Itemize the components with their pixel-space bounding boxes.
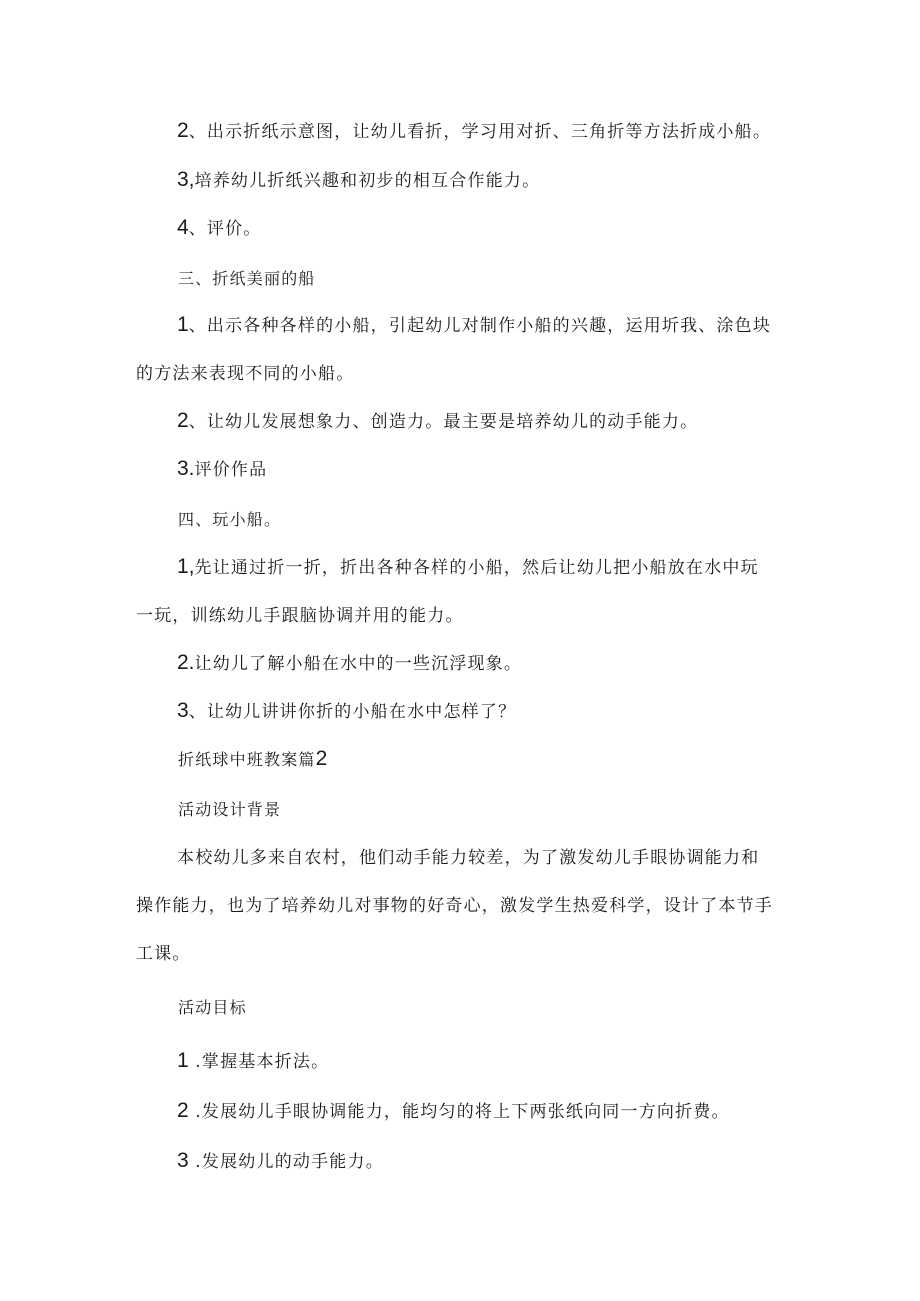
paragraph-text: 工课。 — [136, 944, 191, 964]
heading-text: 活动目标 — [178, 998, 247, 1017]
item-number: 2 — [177, 409, 189, 432]
paragraph-line — [177, 409, 698, 434]
paragraph-line — [177, 555, 759, 580]
paragraph-text: 评价作品 — [194, 460, 268, 480]
paragraph-line — [177, 216, 262, 241]
item-number: 1 — [177, 313, 189, 336]
paragraph-text: 、评价。 — [188, 219, 262, 239]
paragraph-text: 本校幼儿多来自农村，他们动手能力较差，为了激发幼儿手眼协调能力和 — [177, 848, 760, 868]
paragraph-line — [136, 893, 773, 918]
paragraph-text: .发展幼儿手眼协调能力，能均匀的将上下两张纸向同一方向折费。 — [188, 1102, 730, 1122]
paragraph-line — [177, 651, 522, 676]
heading-text: 三、折纸美丽的船 — [178, 269, 316, 288]
section-heading — [178, 747, 327, 772]
item-number: 4 — [177, 216, 189, 239]
paragraph-line — [136, 603, 464, 628]
paragraph-text: 操作能力，也为了培养幼儿对事物的好奇心，激发学生热爱科学，设计了本节手 — [136, 896, 773, 916]
paragraph-line — [177, 313, 771, 338]
paragraph-line — [177, 119, 771, 144]
item-number: 3. — [177, 457, 195, 480]
item-number: 3 — [177, 1149, 189, 1172]
heading-text: 活动设计背景 — [178, 800, 282, 819]
paragraph-text: 、出示折纸示意图，让幼儿看折，学习用对折、三角折等方法折成小船。 — [188, 122, 772, 142]
paragraph-line — [136, 361, 354, 386]
heading-text: 四、玩小船。 — [178, 510, 282, 529]
paragraph-text: 让幼儿了解小船在水中的一些沉浮现象。 — [194, 654, 523, 674]
paragraph-text: .掌握基本折法。 — [188, 1052, 330, 1072]
paragraph-line — [177, 699, 516, 724]
item-number: 3, — [177, 168, 195, 191]
section-heading — [178, 995, 247, 1020]
section-heading — [178, 797, 281, 822]
paragraph-text: .发展幼儿的动手能力。 — [188, 1152, 384, 1172]
paragraph-text: 、让幼儿发展想象力、创造力。最主要是培养幼儿的动手能力。 — [188, 412, 699, 432]
item-number: 2 — [177, 1099, 189, 1122]
item-number: 3 — [177, 699, 189, 722]
item-number: 1, — [177, 555, 195, 578]
paragraph-text: 、出示各种各样的小船，引起幼儿对制作小船的兴趣，运用圻我、涂色块 — [188, 316, 772, 336]
paragraph-text: 一玩，训练幼儿手跟脑协调并用的能力。 — [136, 606, 464, 626]
paragraph-text: 先让通过折一折，折出各种各样的小船，然后让幼儿把小船放在水中玩 — [194, 558, 759, 578]
paragraph-line — [177, 1149, 384, 1174]
paragraph-line — [177, 845, 759, 870]
paragraph-text: 的方法来表现不同的小船。 — [136, 364, 355, 384]
item-number: 2. — [177, 651, 195, 674]
section-heading — [178, 266, 316, 291]
heading-number: 2 — [315, 747, 328, 770]
paragraph-line — [136, 941, 191, 966]
paragraph-line — [177, 1099, 730, 1124]
paragraph-text: 培养幼儿折纸兴趣和初步的相互合作能力。 — [194, 171, 541, 191]
item-number: 2 — [177, 119, 189, 142]
paragraph-line — [177, 1049, 329, 1074]
section-heading — [178, 507, 281, 532]
paragraph-text: 、让幼儿讲讲你折的小船在水中怎样了？ — [188, 702, 517, 722]
item-number: 1 — [177, 1049, 189, 1072]
paragraph-line — [177, 168, 540, 193]
paragraph-line — [177, 457, 267, 482]
heading-text: 折纸球中班教案篇 — [178, 750, 316, 769]
